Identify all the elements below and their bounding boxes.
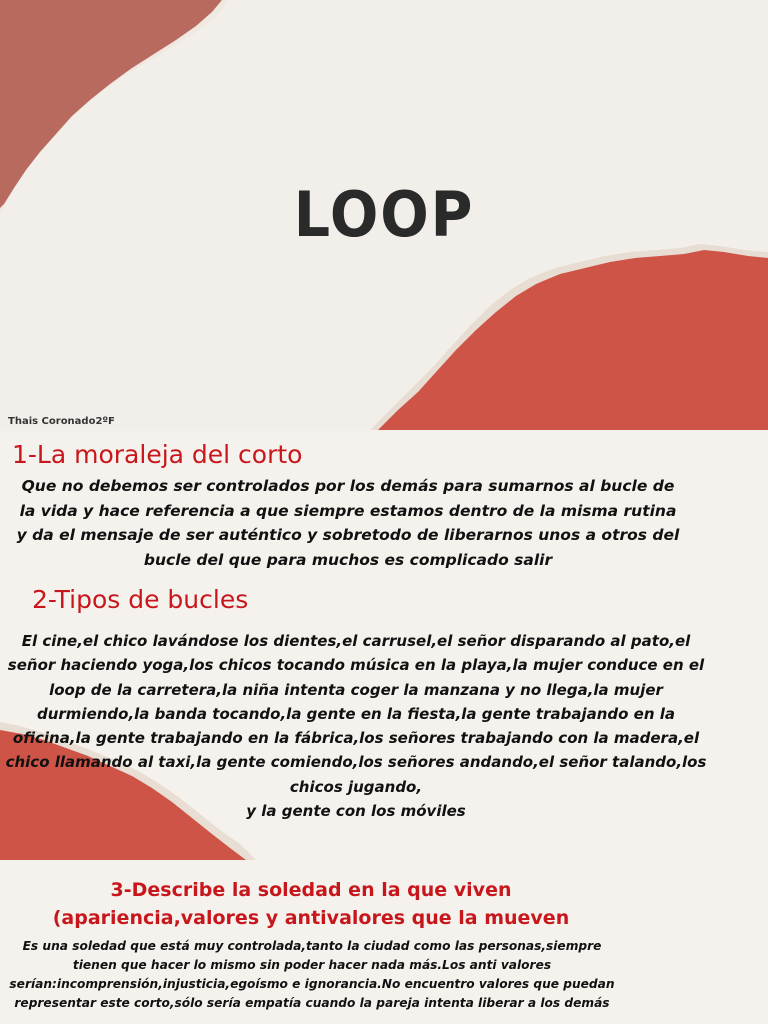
section-heading-moral: 1-La moraleja del corto: [12, 440, 303, 469]
loop-types-text: El cine,el chico lavándose los dientes,el carrusel,el señor disparando al pato,el señor haciendo yoga,los chicos tocando música en la playa,la mujer conduce en el loop de la carretera,la niña intenta coger la manzana y no llega,la mujer durmiendo,la banda tocando,la gente en la fiesta,la gente trabajando en la oficina,la gente trabajando en la fábrica,los señores trabajando con la madera,el chico llamando al taxi,la gente comiendo,los señores andando,el señor talando,los chicos jugando, y la gente con los móviles: [5, 632, 707, 821]
section-heading-loop-types: 2-Tipos de bucles: [32, 585, 249, 614]
section-heading-loneliness: 3-Describe la soledad en la que viven (apariencia,valores y antivalores que la mueven: [52, 879, 570, 929]
page-title: LOOP: [293, 178, 475, 251]
cover-panel: [0, 0, 768, 430]
content-panel-1: [0, 432, 768, 860]
loneliness-text: Es una soledad que está muy controlada,tanto la ciudad como las personas,siempre tienen que hacer lo mismo sin poder hacer nada más.Los anti valores serían:incomprensión,injusticia,egoísmo e ignorancia.No encuentro valores que puedan representar este corto,sólo sería empatía cuando la pareja intenta liberar a los demás: [9, 939, 615, 1010]
moral-text: Que no debemos ser controlados por los demás para sumarnos al bucle de la vida y hace referencia a que siempre estamos dentro de la misma rutina y da el mensaje de ser auténtico y sobretodo de liberarnos unos a otros del bucle del que para muchos es complicado salir: [16, 477, 680, 569]
author-label: Thais Coronado2ºF: [8, 416, 115, 427]
content-panel-2: [0, 862, 768, 1024]
